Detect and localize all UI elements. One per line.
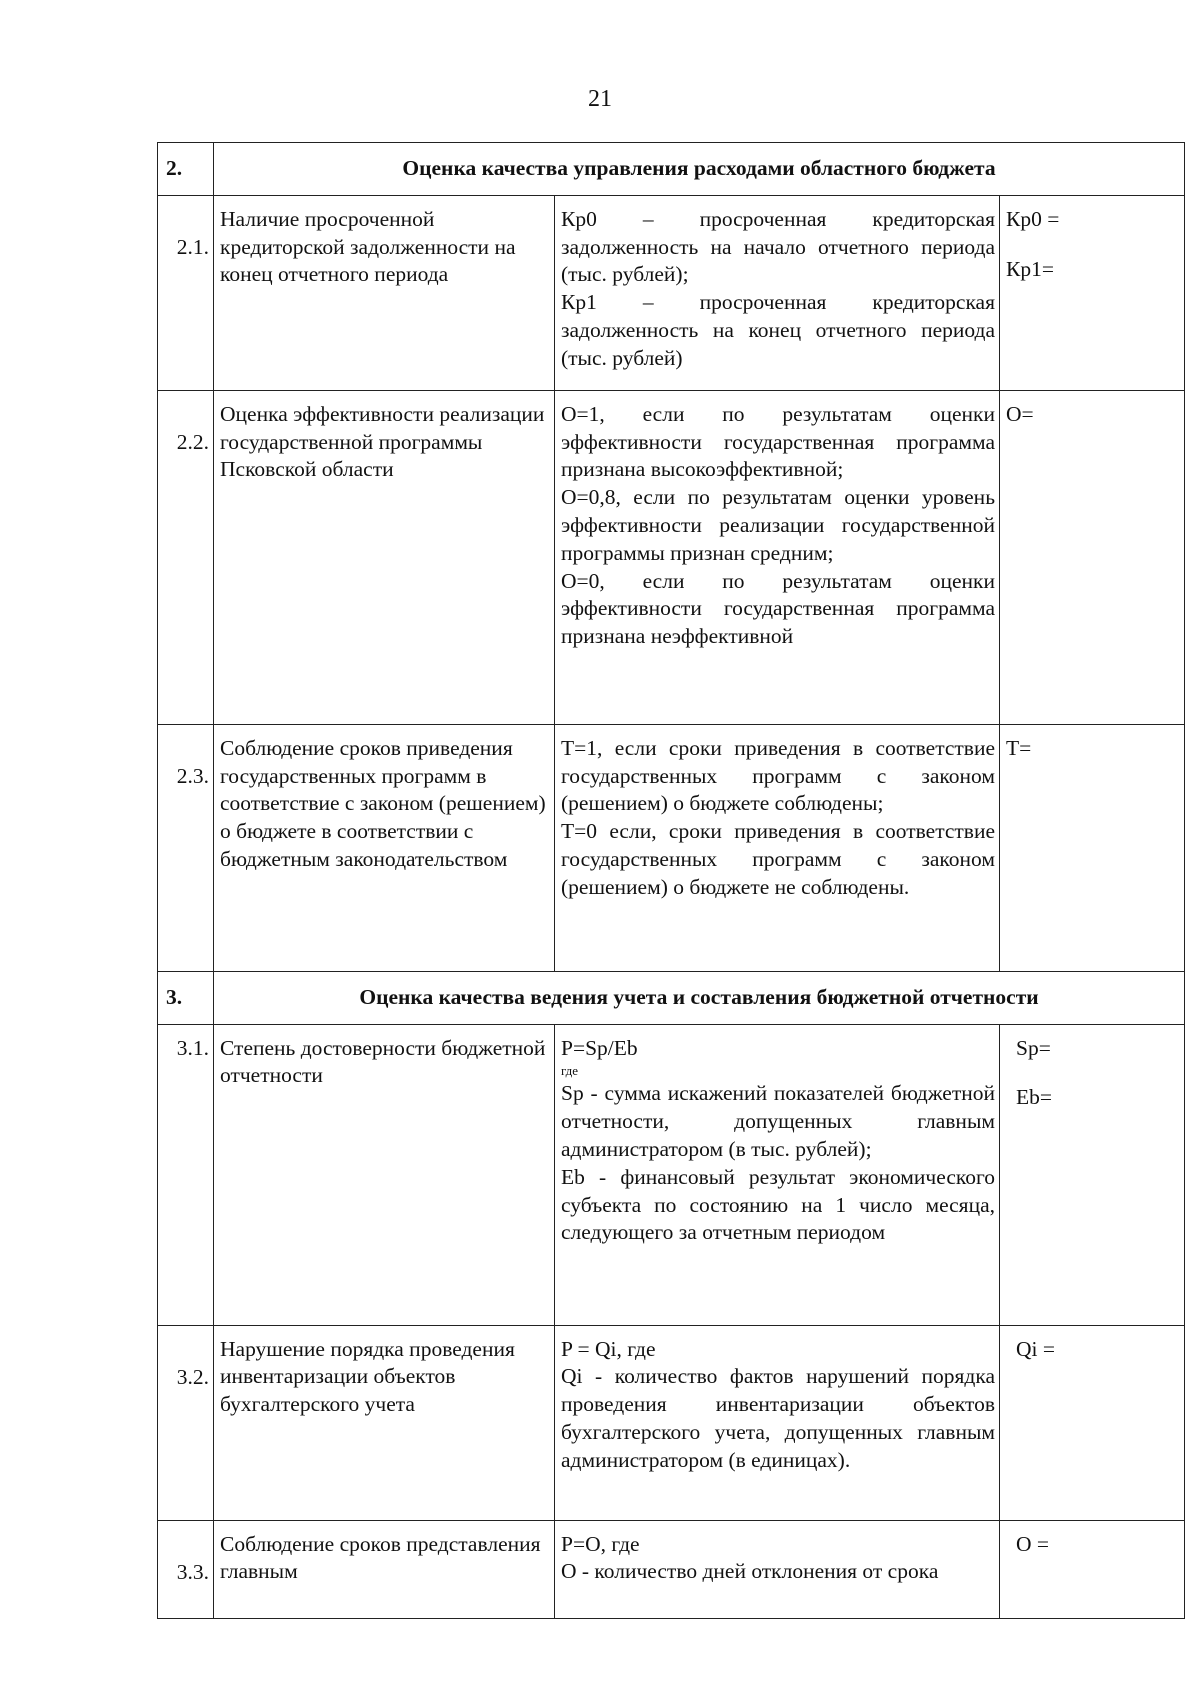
criterion-description bbox=[555, 1024, 1000, 1325]
criterion-description bbox=[555, 390, 1000, 724]
page-number: 21 bbox=[588, 86, 612, 112]
table-row bbox=[158, 1325, 1185, 1520]
value-cell bbox=[1000, 1520, 1185, 1618]
row-number: 2.3. bbox=[158, 724, 214, 971]
row-number: 3.2. bbox=[158, 1325, 214, 1520]
section-header bbox=[158, 143, 1185, 196]
section-title: Оценка качества ведения учета и составления бюджетной отчетности bbox=[214, 971, 1185, 1024]
criterion-description bbox=[555, 724, 1000, 971]
description-line: О=0, если по результатам оценки эффективности государственная программа признана неэффективной bbox=[561, 568, 995, 649]
value-label: Qi = bbox=[1016, 1336, 1056, 1361]
value-label: Кp0 = bbox=[1006, 206, 1060, 231]
section-number: 2. bbox=[158, 143, 214, 196]
value-cell bbox=[1000, 390, 1185, 724]
value-label: Кp1= bbox=[1006, 256, 1054, 281]
criterion-name: Соблюдение сроков приведения государственных программ в соответствие с законом (решением) о бюджете в соответствии с бюджетным законодательством bbox=[214, 724, 555, 971]
formula: P=Sp/Eb bbox=[561, 1035, 638, 1060]
criterion-name: Нарушение порядка проведения инвентаризации объектов бухгалтерского учета bbox=[214, 1325, 555, 1520]
description-line: Т=1, если сроки приведения в соответствие государственных программ с законом (решением) о бюджете соблюдены; bbox=[561, 735, 995, 816]
row-number: 3.3. bbox=[158, 1520, 214, 1618]
section-number: 3. bbox=[158, 971, 214, 1024]
value-cell bbox=[1000, 724, 1185, 971]
description-line: О=0,8, если по результатам оценки уровень эффективности реализации государственной программы признан средним; bbox=[561, 485, 995, 565]
description-line: Кp1 – просроченная кредиторская задолженность на конец отчетного периода (тыс. рублей) bbox=[561, 290, 995, 370]
value-cell bbox=[1000, 1325, 1185, 1520]
criteria-table bbox=[157, 142, 1185, 1619]
value-label: Т= bbox=[1006, 735, 1032, 760]
description-line: P = Qi, где bbox=[561, 1336, 656, 1361]
description-line: Qi - количество фактов нарушений порядка проведения инвентаризации объектов бухгалтерского учета, допущенных главным администратором (в единицах). bbox=[561, 1364, 995, 1472]
table-row bbox=[158, 195, 1185, 390]
value-cell bbox=[1000, 195, 1185, 390]
value-cell bbox=[1000, 1024, 1185, 1325]
table-row bbox=[158, 390, 1185, 724]
description-line: Sp - сумма искажений показателей бюджетной отчетности, допущенных главным администратором (в тыс. рублей); bbox=[561, 1081, 995, 1161]
criterion-description bbox=[555, 1325, 1000, 1520]
section-header bbox=[158, 971, 1185, 1024]
criterion-name: Степень достоверности бюджетной отчетности bbox=[214, 1024, 555, 1325]
description-line: P=O, где bbox=[561, 1531, 640, 1556]
value-label: Sp= bbox=[1016, 1035, 1051, 1060]
where-label: где bbox=[561, 1063, 579, 1079]
criterion-description bbox=[555, 195, 1000, 390]
criterion-name: Соблюдение сроков представления главным bbox=[214, 1520, 555, 1618]
description-line: О=1, если по результатам оценки эффективности государственная программа признана высокоэффективной; bbox=[561, 401, 995, 482]
criterion-description bbox=[555, 1520, 1000, 1618]
description-line: Т=0 если, сроки приведения в соответствие государственных программ с законом (решением) о бюджете не соблюдены. bbox=[561, 819, 995, 899]
description-line: O - количество дней отклонения от срока bbox=[561, 1559, 939, 1584]
criterion-name: Наличие просроченной кредиторской задолженности на конец отчетного периода bbox=[214, 195, 555, 390]
value-label: Eb= bbox=[1016, 1085, 1053, 1110]
section-title: Оценка качества управления расходами областного бюджета bbox=[214, 143, 1185, 196]
table-row bbox=[158, 1024, 1185, 1325]
row-number: 2.1. bbox=[158, 195, 214, 390]
row-number: 3.1. bbox=[158, 1024, 214, 1325]
table-row bbox=[158, 724, 1185, 971]
table-row bbox=[158, 1520, 1185, 1618]
row-number: 2.2. bbox=[158, 390, 214, 724]
value-label: О= bbox=[1006, 401, 1034, 426]
description-line: Кp0 – просроченная кредиторская задолженность на начало отчетного периода (тыс. рублей); bbox=[561, 206, 995, 287]
description-line: Eb - финансовый результат экономического субъекта по состоянию на 1 число месяца, следующего за отчетным периодом bbox=[561, 1164, 995, 1245]
value-label: O = bbox=[1016, 1531, 1050, 1556]
criterion-name: Оценка эффективности реализации государственной программы Псковской области bbox=[214, 390, 555, 724]
